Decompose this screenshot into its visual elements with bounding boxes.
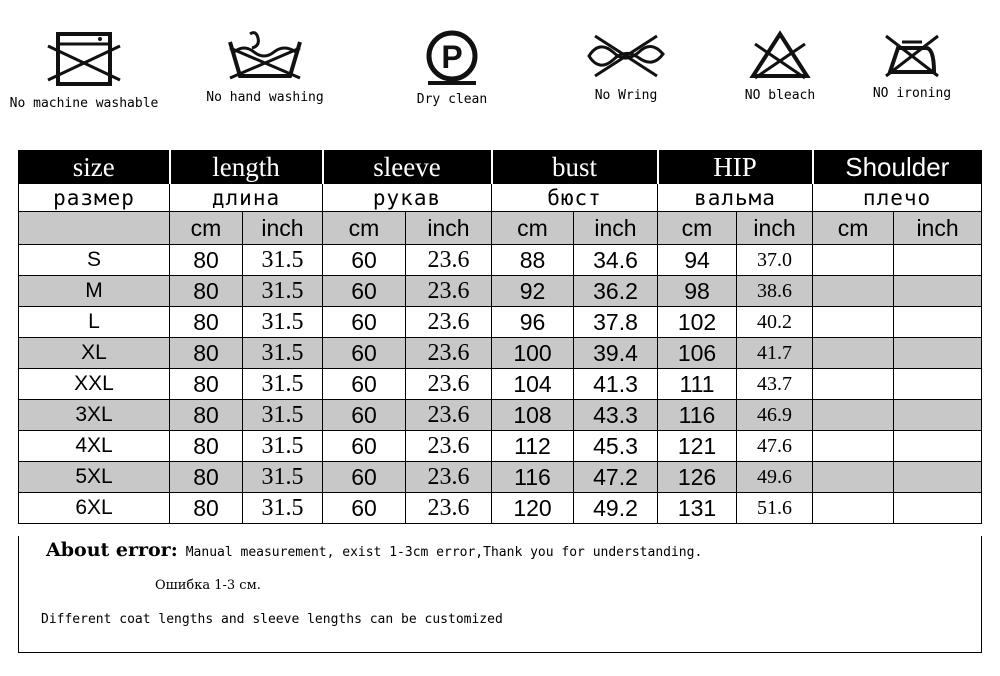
care-item-no-machine-wash <box>8 28 160 111</box>
care-item-no-wring <box>578 28 674 103</box>
care-item-no-hand-wash <box>200 28 330 105</box>
measurement-cell: 40.2 <box>737 307 813 338</box>
unit-cell: cm <box>323 212 406 245</box>
measurement-cell: 112 <box>492 431 574 462</box>
measurement-cell <box>894 431 982 462</box>
no-wring-icon <box>583 28 669 82</box>
measurement-cell: 80 <box>170 338 243 369</box>
measurement-cell: 41.3 <box>574 369 658 400</box>
unit-cell: cm <box>658 212 737 245</box>
measurement-cell: 60 <box>323 369 406 400</box>
measurement-cell: 46.9 <box>737 400 813 431</box>
measurement-cell: 80 <box>170 431 243 462</box>
header-sleeve: sleeve <box>323 151 492 184</box>
measurement-cell: 23.6 <box>406 493 492 524</box>
care-label: No Wring <box>594 88 658 103</box>
table-row <box>19 369 982 400</box>
svg-text:P: P <box>441 39 463 75</box>
care-label: NO bleach <box>744 88 816 103</box>
size-label-cell: XL <box>19 338 170 369</box>
error-note <box>46 539 702 561</box>
size-label-cell: L <box>19 307 170 338</box>
measurement-cell: 39.4 <box>574 338 658 369</box>
header-shoulder: Shoulder <box>813 151 982 184</box>
measurement-cell: 80 <box>170 493 243 524</box>
no-machine-wash-icon <box>44 28 124 90</box>
measurement-cell: 104 <box>492 369 574 400</box>
size-label-cell: 3XL <box>19 400 170 431</box>
measurement-cell: 80 <box>170 400 243 431</box>
dry-clean-p-icon <box>422 28 482 86</box>
size-rows <box>19 245 982 524</box>
measurement-cell: 80 <box>170 462 243 493</box>
measurement-cell: 60 <box>323 276 406 307</box>
error-text: Manual measurement, exist 1-3cm error,Thank you for understanding. <box>185 545 703 560</box>
unit-cell: cm <box>170 212 243 245</box>
care-item-dry-clean <box>400 28 504 107</box>
custom-note: Different coat lengths and sleeve lengths can be customized <box>41 612 503 627</box>
measurement-cell: 102 <box>658 307 737 338</box>
measurement-cell <box>813 245 894 276</box>
unit-cell: inch <box>574 212 658 245</box>
measurement-cell: 121 <box>658 431 737 462</box>
measurement-cell: 36.2 <box>574 276 658 307</box>
measurement-cell: 60 <box>323 338 406 369</box>
measurement-cell: 80 <box>170 276 243 307</box>
measurement-cell: 37.0 <box>737 245 813 276</box>
measurement-cell: 23.6 <box>406 307 492 338</box>
size-label-cell: XXL <box>19 369 170 400</box>
table-row <box>19 462 982 493</box>
measurement-cell <box>894 493 982 524</box>
measurement-cell: 111 <box>658 369 737 400</box>
measurement-cell: 31.5 <box>243 338 323 369</box>
size-label-cell: 5XL <box>19 462 170 493</box>
unit-cell: inch <box>243 212 323 245</box>
unit-cell: inch <box>406 212 492 245</box>
measurement-cell <box>894 338 982 369</box>
measurement-cell: 80 <box>170 307 243 338</box>
measurement-cell: 108 <box>492 400 574 431</box>
measurement-cell: 126 <box>658 462 737 493</box>
measurement-cell: 116 <box>492 462 574 493</box>
measurement-cell: 43.7 <box>737 369 813 400</box>
measurement-cell: 34.6 <box>574 245 658 276</box>
measurement-cell <box>813 493 894 524</box>
measurement-cell: 23.6 <box>406 245 492 276</box>
measurement-cell: 49.6 <box>737 462 813 493</box>
size-label-cell: 6XL <box>19 493 170 524</box>
measurement-cell: 60 <box>323 493 406 524</box>
measurement-cell: 94 <box>658 245 737 276</box>
care-item-no-bleach <box>732 28 828 103</box>
measurement-cell <box>894 276 982 307</box>
measurement-cell <box>813 400 894 431</box>
measurement-cell: 60 <box>323 400 406 431</box>
measurement-cell: 23.6 <box>406 400 492 431</box>
header-ru-shoulder: плечо <box>813 184 982 212</box>
measurement-cell: 47.2 <box>574 462 658 493</box>
measurement-cell: 96 <box>492 307 574 338</box>
measurement-cell: 60 <box>323 462 406 493</box>
unit-cell: inch <box>894 212 982 245</box>
care-instructions <box>0 28 1000 118</box>
measurement-cell: 116 <box>658 400 737 431</box>
header-row <box>19 151 982 184</box>
measurement-cell: 49.2 <box>574 493 658 524</box>
measurement-cell: 31.5 <box>243 431 323 462</box>
measurement-cell <box>813 307 894 338</box>
measurement-cell: 31.5 <box>243 493 323 524</box>
error-note-russian: Ошибка 1-3 см. <box>155 578 261 593</box>
header-row-russian <box>19 184 982 212</box>
measurement-cell <box>894 307 982 338</box>
measurement-cell <box>813 369 894 400</box>
measurement-cell: 92 <box>492 276 574 307</box>
no-ironing-icon <box>882 28 942 80</box>
measurement-cell: 120 <box>492 493 574 524</box>
measurement-cell <box>813 276 894 307</box>
no-hand-wash-icon <box>224 28 306 84</box>
measurement-cell <box>894 369 982 400</box>
measurement-cell: 51.6 <box>737 493 813 524</box>
measurement-cell: 60 <box>323 307 406 338</box>
measurement-cell: 41.7 <box>737 338 813 369</box>
measurement-cell: 106 <box>658 338 737 369</box>
measurement-cell <box>813 338 894 369</box>
notes-box <box>18 536 982 653</box>
size-chart-table <box>18 150 982 524</box>
table-row <box>19 400 982 431</box>
measurement-cell: 43.3 <box>574 400 658 431</box>
measurement-cell <box>894 400 982 431</box>
header-ru-sleeve: рукав <box>323 184 492 212</box>
measurement-cell: 31.5 <box>243 369 323 400</box>
header-length: length <box>170 151 323 184</box>
no-bleach-icon <box>747 28 813 82</box>
measurement-cell: 31.5 <box>243 307 323 338</box>
measurement-cell: 98 <box>658 276 737 307</box>
header-ru-length: длина <box>170 184 323 212</box>
header-bust: bust <box>492 151 658 184</box>
measurement-cell <box>894 245 982 276</box>
units-blank <box>19 212 170 245</box>
measurement-cell: 60 <box>323 431 406 462</box>
measurement-cell <box>894 462 982 493</box>
measurement-cell: 23.6 <box>406 276 492 307</box>
care-item-no-ironing <box>864 28 960 101</box>
table-row <box>19 245 982 276</box>
header-ru-bust: бюст <box>492 184 658 212</box>
header-ru-hip: вальма <box>658 184 813 212</box>
care-label: No machine washable <box>9 96 159 111</box>
table-row <box>19 276 982 307</box>
care-label: No hand washing <box>206 90 324 105</box>
table-row <box>19 338 982 369</box>
measurement-cell: 60 <box>323 245 406 276</box>
care-label: NO ironing <box>872 86 952 101</box>
header-hip: HIP <box>658 151 813 184</box>
unit-cell: inch <box>737 212 813 245</box>
header-ru-size: размер <box>19 184 170 212</box>
measurement-cell: 80 <box>170 245 243 276</box>
size-label-cell: S <box>19 245 170 276</box>
header-size: size <box>19 151 170 184</box>
measurement-cell <box>813 431 894 462</box>
measurement-cell: 88 <box>492 245 574 276</box>
measurement-cell: 23.6 <box>406 462 492 493</box>
measurement-cell: 31.5 <box>243 245 323 276</box>
table-row <box>19 493 982 524</box>
measurement-cell: 23.6 <box>406 338 492 369</box>
measurement-cell: 38.6 <box>737 276 813 307</box>
table-row <box>19 307 982 338</box>
size-label-cell: 4XL <box>19 431 170 462</box>
measurement-cell: 37.8 <box>574 307 658 338</box>
size-label-cell: M <box>19 276 170 307</box>
error-label: About error: <box>46 539 178 561</box>
units-row <box>19 212 982 245</box>
unit-cell: cm <box>492 212 574 245</box>
measurement-cell: 23.6 <box>406 431 492 462</box>
measurement-cell <box>813 462 894 493</box>
measurement-cell: 80 <box>170 369 243 400</box>
measurement-cell: 100 <box>492 338 574 369</box>
measurement-cell: 23.6 <box>406 369 492 400</box>
measurement-cell: 47.6 <box>737 431 813 462</box>
care-label: Dry clean <box>416 92 488 107</box>
measurement-cell: 31.5 <box>243 276 323 307</box>
measurement-cell: 31.5 <box>243 400 323 431</box>
table-row <box>19 431 982 462</box>
unit-cell: cm <box>813 212 894 245</box>
measurement-cell: 31.5 <box>243 462 323 493</box>
measurement-cell: 131 <box>658 493 737 524</box>
measurement-cell: 45.3 <box>574 431 658 462</box>
